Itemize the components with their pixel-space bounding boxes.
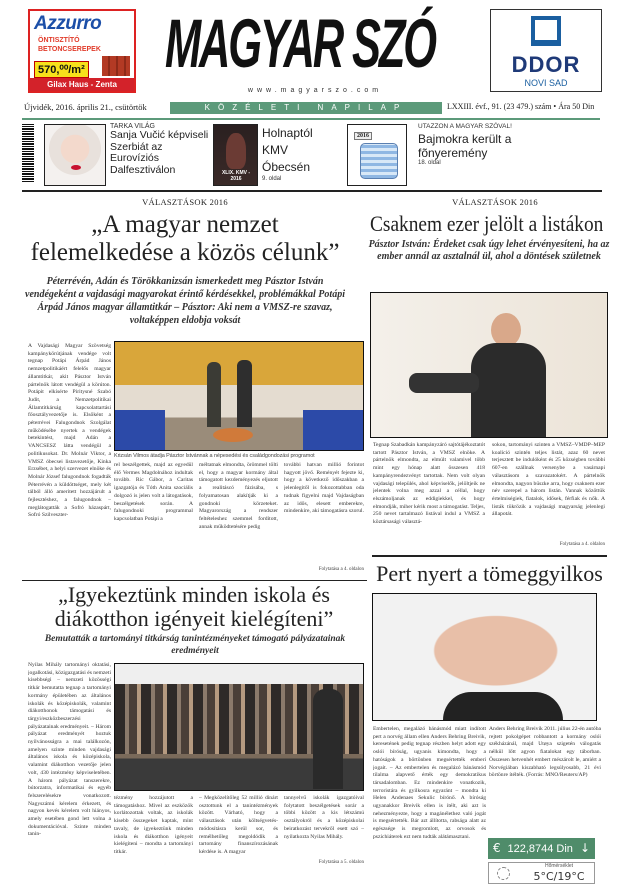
story3-column-4: tannyelvű iskolák igazgatóival folytatott beszélgetések sorár a többi között a kis létszámú osztályokról és a középiskolai beiratkozást tervekről esett szó – nyilatkozta Nyilas Mihály. xyxy=(284,795,364,840)
teaser-3[interactable] xyxy=(418,123,533,166)
story4-photo[interactable] xyxy=(372,593,597,721)
teaser-poster-kmv[interactable] xyxy=(213,124,258,186)
roof-tile-image xyxy=(102,56,130,76)
subhead: Pásztor István: Érdeket csak úgy lehet érvényesíteni, ha az ember annál az asztalnál ül, ahol a döntések születnek xyxy=(368,239,610,262)
subhead: Péterrévén, Adán és Törökkanizsán ismerkedett meg Pásztor István vendégeként a vajdasági magyarokat érintő kérdésekkel, problémákkal Potápi Árpád János magyar államtitkár – Pásztor: Aki nem a VMSZ-re szavaz, voltaképpen eldobja voksát xyxy=(25,276,345,326)
section-label: VÁLASZTÁSOK 2016 xyxy=(142,197,228,207)
story3-photo[interactable] xyxy=(114,663,364,791)
story1-column-3: méltatnak elmondta, örömmel tölti el, hogy a magyar kormány által támogatott kezdeményezés eljutott a realitáscó fázisába, s folyamatosan alakítják ki a gondnoki körzeteket. Magyarország a rendszer feltételeshez szemmel fordított, annak működtetésére pedig xyxy=(199,462,278,530)
story3-column-1: Nyilas Mihály tartományi oktatási, jogalkotási, közigazgatási és nemzeti kisebbségi – nemzeti közösségi titkár bemutatta tegnap a tartományi kormány épületében az általános iskolák és középiskolák, valamint diákotthonok támogatási és tárgyi/eszközbeszerzési pályázatainak eredményeit. – Három pályázat eredményét hoztuk nyilvánosságra a mai találkozón, amelyen szinte minden vajdasági általános iskola és középiskola, valamint diákotthon vezetője jelen volt, 430 intézmény képviseletében. A három pályázat tanszerekre, bútorzatra, informatikai és egyéb felszerelésekre vonatkozott. Nagyszámú kérelem érkezett, és nagyon kevés kérelem volt hiányos, amely esetében gond lett volna a dokumentációval. Szinte minden tanin- xyxy=(28,662,111,838)
story4-column-2: Anders Behring Breivik 2011. július 22-én autóba rejtett pokolgépet robbantott a kormány oslói székházánál, majd Utøya szigetén válogatás nélkül lőtt agyon fiatalokat egy táborban. Összesen hetvenhét embert mészárolt le, amiért a Norvégiában kiszabható legsúlyosabb, 21 évi börtönre ítélték. (Forrás: MNO/Reuters/AP) xyxy=(489,726,601,779)
section-label: VÁLASZTÁSOK 2016 xyxy=(452,197,538,207)
euro-icon: € xyxy=(493,841,501,855)
teaser-kicker: TARKA VILÁG xyxy=(110,123,155,130)
ad-price: 570,⁰⁰/m² xyxy=(34,61,89,78)
teaser-divider xyxy=(22,190,602,192)
ad-footer: Gilax Haus - Zenta xyxy=(30,78,134,91)
issue-info: LXXIII. évf., 91. (23 479.) szám • Ára 50 Din xyxy=(447,102,595,111)
tagline-bar: KÖZÉLETI NAPILAP xyxy=(170,102,442,114)
speaker-suit xyxy=(471,343,546,438)
story1-column-2: rel beszélgettek, majd az egyedül élő Vermes Magdolnához indultak tovább. Ric Gábor, a Caritas igazgatója és Tóth Anita szociális dolgozó is jelen volt a látogatások, beszélgetések során. A falugondnoki programmal kapcsolatban Potápi a xyxy=(114,462,193,522)
poster-figure xyxy=(226,133,246,169)
ddor-brand: DDOR xyxy=(511,52,581,77)
person-figure xyxy=(207,362,221,427)
ad-line1: ÖNTISZTÍTÓ xyxy=(38,37,80,44)
story1-column-1: A Vajdasági Magyar Szövetség kampánykörútjának vendége volt tegnap Potápi Árpád János nemzetpolitikáért felelős magyar államtitkár, akit Pásztor István pártelnök látott vendégül a körúton. Potápit elkísérte Piritysné Szabó Judit, a Nemzetpolitikai Államtitkárság kapcsolattartási főosztályvezetője is. Elsőként a péterrévei Falugondnok Szolgálat működésébe nyertek a vendégek betekintést, majd Adán a VANCSESZ látta vendégül a politikusokat. Dr. Molnár Viktor, a VMSZ óbecsei listavezetője, Kinka Erzsébet, a helyi szervezet elnöke és Molnár József falugondnok fogadták Péterrévén a küldöttséget, mely két tálból álló ameritett hozzájárult a fejlesztéshez, a falugondnok – meglátogatták a Sofró házaspárt, Sofró Szilveszter- xyxy=(28,343,111,519)
ddor-logo-icon xyxy=(531,16,561,46)
subhead: Bemutatták a tartományi titkárság tanintézményeket támogató pályázatainak eredményeit xyxy=(44,634,346,656)
divider xyxy=(22,580,367,581)
weather-widget[interactable] xyxy=(488,862,595,884)
ad-line2: BETONCSEREPEK xyxy=(38,46,101,53)
teaser-2[interactable] xyxy=(262,125,337,182)
headline-story3[interactable]: „Igyekeztünk minden iskola és diákotthon igényeit kielégíteni” xyxy=(54,582,334,631)
teaser-1[interactable] xyxy=(110,123,210,176)
photo-caption: Krizsán Vilmos átadja Pásztor Istvánnak a népesedési és családgondozási programot xyxy=(114,453,315,459)
teaser-suitcase-image[interactable] xyxy=(347,124,407,186)
person-figure xyxy=(237,360,252,427)
barcode xyxy=(22,124,34,182)
blue-chair xyxy=(115,410,165,450)
teaser-page: 18. oldal xyxy=(418,160,441,166)
suitcase-icon xyxy=(360,143,398,179)
continued-note[interactable]: Folytatása a 4. oldalon xyxy=(559,542,605,547)
story1-column-4: további hatvan millió forintot hagyott jövő. Reményét fejezte ki, hogy a következő időszakban a jelenlegitől is fokozottabban oda tudnak figyelni majd Vajdaságban az idős, elesett emberekre, mindenkire, aki támogatásra szorul. xyxy=(284,462,364,515)
issue-date: Újvidék, 2016. április 21., csütörtök xyxy=(24,102,147,112)
arrow-down-icon: ↓ xyxy=(579,841,590,855)
story2-photo[interactable] xyxy=(370,292,608,438)
teaser-kicker: UTAZZON A MAGYAR SZÓVAL! xyxy=(418,123,512,130)
continued-note[interactable]: Folytatása a 5. oldalon xyxy=(318,860,364,865)
teaser-title: Holnaptól KMV Óbecsén xyxy=(262,126,313,174)
currency-widget[interactable] xyxy=(488,838,595,859)
headline-main[interactable]: „A magyar nemzet felemelkedése a közös célunk” xyxy=(30,211,340,266)
lips-shape xyxy=(71,165,81,170)
story3-column-3: – Megközelítőleg 52 millió dinárt osztottunk el a tanintézmények között. Várható, hogy a választások után költségvetés-módosításra kerül sor, és remélhetőleg megoldódik a tartomány finanszírozásának kérdése is. A magyar xyxy=(199,795,278,855)
header-divider xyxy=(22,118,600,120)
poster-text: XLIX. KMV - 2016 xyxy=(221,170,251,182)
story2-column-1: Tegnap Szabadkán kampányzáró sajtótájékoztatót tartott Pásztor István, a VMSZ elnöke. A pártelnök elmondta, az elmúlt valamivel több mint egy hónap alatt összesen 418 kampányrendezvényt tartottak. Nem volt olyan vajdasági település, ahol képviselők, jelöltjeik ne jelentek volna meg azzal a céllal, hogy elszámoljanak az eddigiekkel, és hogy elmondják, miher kérik most a támogatást. Teljes, 250 nevet tartalmazó listával indul a VMSZ a köztársasági választá- xyxy=(373,442,485,526)
masthead-logo[interactable]: MAGYAR SZÓ xyxy=(165,6,435,83)
headline-story4[interactable]: Pert nyert a tömeggyilkos xyxy=(376,561,603,586)
temperature: 5°C/19°C xyxy=(533,870,585,883)
story3-column-2: tézmény hozzájutott a támogatáshoz. Mivel az eszközök korlátozottak voltak, az iskolák kisebb összegeket kaptak, mint tavaly, de igyekeztünk minden iskola és diákotthon igényeit kielégíteni – mondta a tartományi titkár. xyxy=(114,795,193,855)
speaker-figure xyxy=(313,689,343,789)
suitcase-tag: 2016 xyxy=(354,132,372,140)
speaker-head xyxy=(491,313,521,347)
ddor-ad[interactable] xyxy=(490,9,602,92)
sun-icon xyxy=(497,867,510,880)
story1-photo[interactable] xyxy=(114,341,364,451)
microphones xyxy=(409,373,479,393)
website[interactable]: www.magyarszo.com xyxy=(247,87,383,94)
teaser-page: 9. oldal xyxy=(262,176,282,182)
suit-shape xyxy=(443,692,563,720)
story4-column-1: Embertelen, megalázó bánásmód miatt indított pert a norvég állam ellen Anders Behring Breivik, keresetének pedig tegnap részben helyt adott egy oslói bíróság, ugyanis kimondta, hogy a hatóságok a börtönben megsértették emberi jogait. – Az embertelen és megalázó bánásmód tilalma alapvető érték egy demokratikus társadalomban. Ez mindenkire vonatkozik, terroristára és gyilkosra egyaránt – mondta ki Helen Andenaes Sekulic bírónő. A bíróság ugyanakkor Breivik ellen is ítélt, aki azt is nehezményezte, hogy a magánélethez való jogát is megsértették. Bár azt állította, rabsága alatt az egészsége is megromlott, az orvosok és pszichiáterek ezt nem tudták alátámasztani. xyxy=(373,726,486,840)
azzurro-brand: Azzurro xyxy=(34,13,102,34)
teaser-title: Sanja Vučić képviseli Szerbiát az Eurovíziós Dalfesztiválon xyxy=(110,129,209,176)
blue-chair xyxy=(303,410,363,450)
azzurro-ad[interactable] xyxy=(28,9,136,93)
continued-note[interactable]: Folytatása a 4. oldalon xyxy=(318,567,364,572)
story2-column-2: sokon, tartományi szinten a VMSZ–VMDP–MEP koalíció szintén teljes listát, azaz 60 nevet terjesztett be indulóként és 25 községben további 607-en szállnak versenybe a vasárnapi választásom a szavazatokért. A pártelnök elmondta, nagyon büszke arra, hogy csaknem ezer név szerepel a három listán. Vannak közöttük értelmiségiek, fiatalok, idősek, férfiak és nők. A listák tükrözik a vajdasági magyarság jelenlegi állapotát. xyxy=(492,442,605,518)
weather-label: Hőmérséklet xyxy=(544,863,574,869)
exchange-rate: 122,8744 Din xyxy=(507,843,573,855)
table-shape xyxy=(213,428,253,442)
headline-story2[interactable]: Csaknem ezer jelölt a listákon xyxy=(370,211,604,236)
divider xyxy=(372,555,607,557)
ddor-city: NOVI SAD xyxy=(524,78,568,88)
teaser-photo-singer[interactable] xyxy=(44,124,106,186)
teaser-title: Bajmokra került a fõnyeremény xyxy=(418,132,512,160)
